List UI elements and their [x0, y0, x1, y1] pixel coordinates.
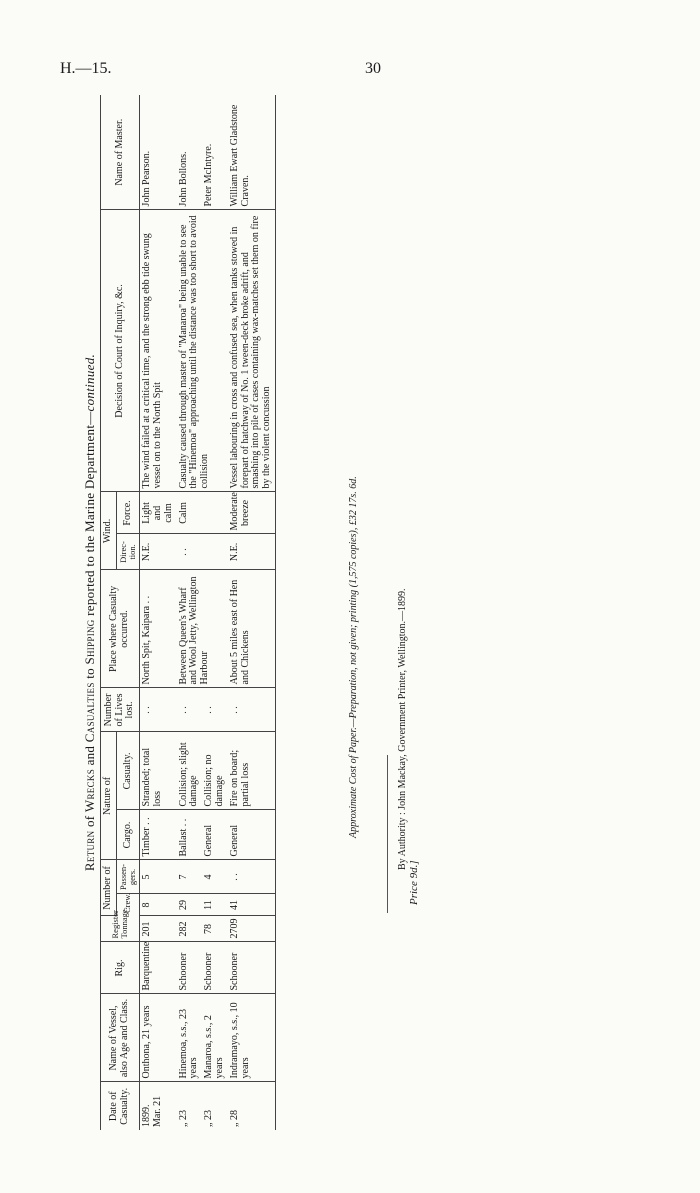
cell-rig: Barquentine [140, 942, 177, 994]
cell-lives: . . [140, 688, 177, 732]
col-header-lives-lost: Number of Lives lost. [101, 688, 140, 732]
col-header-direction: Direc-tion. [116, 534, 139, 570]
footer-divider [387, 755, 388, 913]
page-number: 30 [365, 60, 381, 77]
cell-casualty: Stranded; total loss [140, 732, 177, 810]
cell-cargo: Ballast . . [177, 810, 203, 860]
cell-force: Light and calm [140, 492, 177, 534]
cell-date: „ 23 [177, 1110, 189, 1127]
cell-cargo: Timber . . [140, 810, 177, 860]
cell-crew: 29 [177, 894, 203, 916]
col-header-force: Force. [116, 492, 139, 534]
cell-vessel: Indramayo, s.s., 10 years [228, 994, 276, 1082]
cell-passengers: 7 [177, 860, 203, 894]
col-header-passengers: Passen-gers. [116, 860, 139, 894]
cell-force: Calm [177, 492, 228, 534]
cell-decision: Vessel labouring in cross and confused sea, when tanks stowed in forepart of hatchway of No. 1 tween-deck broke adrift, and smashing into pile of cases containing wax-matches set them on fire by the violent concussion [228, 210, 276, 492]
cell-master: Peter McIntyre. [202, 95, 228, 210]
cell-vessel: Manaroa, s.s., 2 years [202, 994, 228, 1082]
table-row [140, 95, 177, 1130]
title-word-return: Return [82, 830, 97, 872]
cell-passengers: 5 [140, 860, 177, 894]
page-header-left: H.—15. [60, 60, 112, 77]
cell-lives: . . [228, 688, 276, 732]
col-header-crew: Crew. [116, 894, 139, 916]
cell-tonnage: 282 [177, 916, 203, 942]
col-header-date: Date of Casualty. [101, 1082, 140, 1130]
table-row [177, 95, 203, 1130]
cell-tonnage: 78 [202, 916, 228, 942]
title-word-casualties: Casualties [82, 682, 97, 743]
cell-passengers: 4 [202, 860, 228, 894]
cell-casualty: Fire on board; partial loss [228, 732, 276, 810]
cell-place: North Spit, Kaipara . . [140, 570, 177, 688]
cell-vessel: Hinemoa, s.s., 23 years [177, 994, 203, 1082]
cell-casualty: Collision; slight damage [177, 732, 203, 810]
col-header-place: Place where Casualty occurred. [101, 570, 140, 688]
cell-date: 1899. Mar. 21 [141, 1095, 163, 1127]
cell-lives: . . [202, 688, 228, 732]
col-header-nature-of: Nature of [101, 732, 117, 860]
cell-direction: . . [177, 534, 228, 570]
printer-authority: By Authority : John Mackay, Government Printer, Wellington.—1899. [397, 588, 408, 870]
title-continued: continued. [82, 353, 97, 412]
cell-lives: . . [177, 688, 203, 732]
price-note: Price 9d.] [408, 860, 420, 905]
rotated-table-block [80, 95, 310, 1130]
cell-cargo: General [202, 810, 228, 860]
cell-rig: Schooner [177, 942, 203, 994]
cell-force: Moderate breeze [228, 492, 276, 534]
col-header-number-of: Number of [101, 860, 117, 916]
cell-crew: 11 [202, 894, 228, 916]
col-header-wind: Wind. [101, 492, 117, 570]
col-header-master: Name of Master. [101, 95, 140, 210]
cell-tonnage: 201 [140, 916, 177, 942]
cell-place: About 5 miles east of Hen and Chickens [228, 570, 276, 688]
cell-date: „ 28 [228, 1082, 276, 1130]
cell-place: Between Queen's Wharf and Wool Jetty, Wellington Harbour [177, 570, 228, 688]
title-part-1: of [82, 812, 97, 831]
wrecks-table [100, 95, 276, 1130]
cell-direction: N.E. [140, 534, 177, 570]
title-part-3: to [82, 664, 97, 683]
col-header-casualty: Casualty. [116, 732, 139, 810]
cell-tonnage: 2709 [228, 916, 276, 942]
cell-direction: N.E. [228, 534, 276, 570]
cell-decision: The wind failed at a critical time, and the strong ebb tide swung vessel on to the North Spit [140, 210, 177, 492]
cell-rig: Schooner [202, 942, 228, 994]
cell-passengers: . . [228, 860, 276, 894]
table-title [80, 95, 100, 1130]
cell-rig: Schooner [228, 942, 276, 994]
approximate-cost-note: Approximate Cost of Paper.—Preparation, not given; printing (1,575 copies), £32 17s. 6d. [348, 476, 359, 838]
cell-master: John Pearson. [140, 95, 177, 210]
col-header-tonnage: Register Tonnage. [101, 916, 140, 942]
col-header-decision: Decision of Court of Inquiry, &c. [101, 210, 140, 492]
title-word-shipping: Shipping [82, 619, 97, 665]
cell-crew: 41 [228, 894, 276, 916]
title-part-4: reported to the Marine Department— [82, 411, 97, 620]
cell-vessel: Onthona, 21 years [140, 994, 177, 1082]
col-header-rig: Rig. [101, 942, 140, 994]
cell-master: William Ewart Gladstone Craven. [228, 95, 276, 210]
col-header-vessel: Name of Vessel, also Age and Class. [101, 994, 140, 1082]
cell-date: „ 23 [203, 1110, 215, 1127]
title-word-wrecks: Wrecks [82, 768, 97, 813]
cell-decision: Casualty caused through master of "Manaroa" being unable to see the "Hinemoa" approaching until the distance was too short to avoid collision [177, 210, 228, 492]
cell-cargo: General [228, 810, 276, 860]
cell-master: John Bollons. [177, 95, 203, 210]
cell-crew: 8 [140, 894, 177, 916]
table-row [228, 95, 276, 1130]
col-header-cargo: Cargo. [116, 810, 139, 860]
cell-casualty: Collision; no damage [202, 732, 228, 810]
title-part-2: and [82, 742, 97, 769]
